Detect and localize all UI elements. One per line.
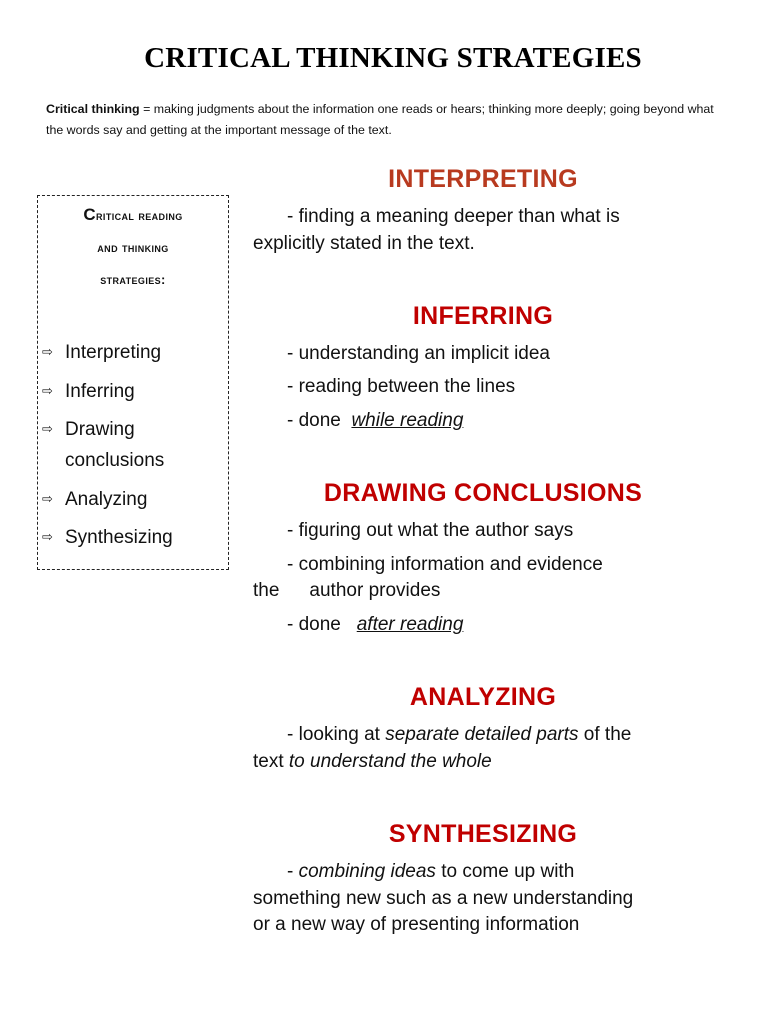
synthesizing-line-3: or a new way of presenting information <box>253 914 580 935</box>
synthesizing-line-2: something new such as a new understanding <box>253 888 634 909</box>
strategy-item-label: Synthesizing <box>65 527 173 548</box>
analyzing-line-1-emphasis: separate detailed parts <box>385 724 579 745</box>
analyzing-line-2-emphasis: to understand the whole <box>288 751 492 772</box>
strategy-item-synthesizing <box>42 522 227 553</box>
drawing-conclusions-line-4-prefix: - done <box>287 614 357 635</box>
analyzing-line-2-prefix: text <box>253 751 289 772</box>
section-heading-inferring: INFERRING <box>412 302 554 330</box>
strategy-item-label: Analyzing <box>65 488 148 510</box>
interpreting-line-2: explicitly stated in the text. <box>253 233 475 254</box>
section-heading-analyzing: ANALYZING <box>409 683 557 711</box>
inferring-line-1: - understanding an implicit idea <box>287 343 550 364</box>
analyzing-line-2 <box>253 749 723 775</box>
strategy-item-interpreting <box>42 337 227 368</box>
sidebar-heading <box>38 199 228 296</box>
sidebar-heading-first-letter: C <box>83 205 97 224</box>
drawing-conclusions-line-4-emphasis: after reading <box>356 614 464 635</box>
section-heading-synthesizing: SYNTHESIZING <box>388 820 578 848</box>
definition-term: Critical thinking <box>46 102 140 116</box>
analyzing-line-1 <box>287 722 757 748</box>
strategy-item-label: Drawing conclusions <box>65 419 165 471</box>
page-title: CRITICAL THINKING STRATEGIES <box>144 42 642 74</box>
section-heading-drawing-conclusions: DRAWING CONCLUSIONS <box>323 479 643 507</box>
synthesizing-line-1-prefix: - <box>287 861 299 882</box>
sidebar-heading-line-1 <box>38 199 228 232</box>
arrow-right-icon: ⇨ <box>42 530 53 545</box>
drawing-conclusions-line-3a: the <box>253 580 280 601</box>
strategy-item-drawing-conclusions <box>42 414 227 476</box>
strategies-sidebar-box <box>37 195 229 570</box>
arrow-right-icon: ⇨ <box>42 491 53 507</box>
inferring-line-3 <box>287 408 757 434</box>
synthesizing-line-1 <box>287 859 757 885</box>
strategy-item-label: Interpreting <box>65 342 162 363</box>
synthesizing-line-1-suffix: to come up with <box>435 861 575 882</box>
strategy-list <box>42 337 227 561</box>
synthesizing-line-1-emphasis: combining ideas <box>298 861 436 882</box>
drawing-conclusions-line-3 <box>253 578 723 604</box>
arrow-right-icon: ⇨ <box>42 383 53 399</box>
section-heading-interpreting: INTERPRETING <box>388 165 578 193</box>
strategy-item-label: Inferring <box>65 380 135 402</box>
drawing-conclusions-line-2: - combining information and evidence <box>287 554 603 575</box>
inferring-line-3-prefix: - done <box>287 410 352 431</box>
interpreting-line-1: - finding a meaning deeper than what is <box>287 206 620 227</box>
analyzing-line-1-suffix: of the <box>578 724 632 745</box>
drawing-conclusions-line-3b: author provides <box>309 580 441 601</box>
inferring-line-2: - reading between the lines <box>287 376 516 397</box>
strategy-item-analyzing <box>42 484 227 515</box>
sidebar-heading-line-3: strategies: <box>100 272 166 287</box>
definition-text: = making judgments about the information one reads or hears; thinking more deeply; going beyond what the words say and getting at the important message of the text. <box>46 102 714 137</box>
sidebar-heading-line-1-rest: ritical reading <box>96 208 183 223</box>
definition-paragraph <box>46 99 726 141</box>
strategy-item-inferring <box>42 376 227 407</box>
arrow-right-icon: ⇨ <box>42 345 53 360</box>
sidebar-heading-line-2: and thinking <box>97 240 169 255</box>
drawing-conclusions-line-1: - figuring out what the author says <box>287 520 574 541</box>
analyzing-line-1-prefix: - looking at <box>287 724 386 745</box>
inferring-line-3-emphasis: while reading <box>351 410 464 431</box>
drawing-conclusions-line-4 <box>287 612 757 638</box>
arrow-right-icon: ⇨ <box>42 422 53 437</box>
